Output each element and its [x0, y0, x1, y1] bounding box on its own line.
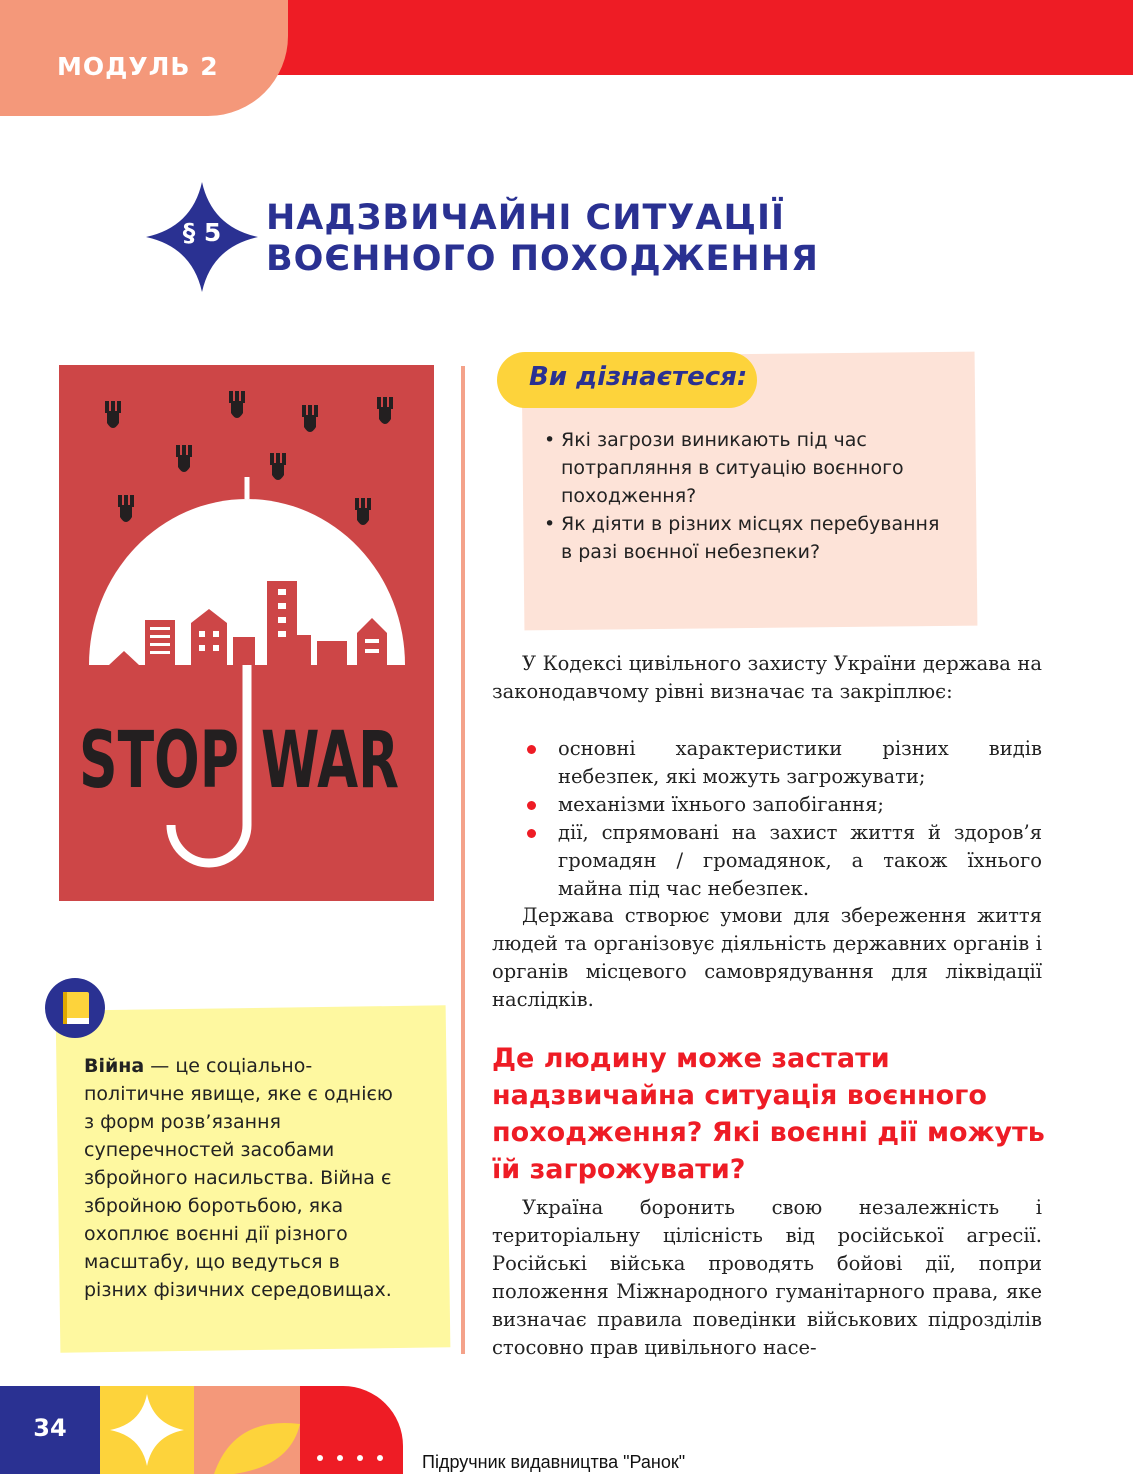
definition-body: — це соціально-політичне явище, яке є однією з форм розв’язання суперечностей засобами збройного насильства. Війна є збройною боротьбою, яка охоплює воєнні дії різного масштабу, що ведуться в різних фізичних середовищах. [84, 1055, 393, 1301]
definition-term: Війна [84, 1055, 145, 1077]
poster-war-text: WAR [261, 716, 399, 806]
footer-yellow-block [100, 1386, 194, 1474]
bullet-item: основні характеристики різних видів небезпек, які можуть загрожувати; [525, 735, 1042, 791]
learn-item: • Як діяти в різних місцях перебування в разі воєнної небезпеки? [544, 513, 940, 563]
body-paragraph-2: Держава створює умови для збереження життя людей та організовує діяльність державних органів і органів місцевого самоврядування для ліквідації наслідків. [492, 904, 1042, 1011]
star-icon [100, 1386, 194, 1474]
leaf-icon [194, 1386, 300, 1474]
stop-war-poster [59, 365, 434, 901]
section-subheading: Де людину може застати надзвичайна ситуація воєнного походження? Які воєнні дії можуть їй загрожувати? [492, 1043, 1045, 1185]
body-paragraph-3: Україна боронить свою незалежність і територіальну цілісність від російської агресії. Російські війська проводять бойові дії, попри положення Міжнародного гуманітарного права, яке визначає правила поведінки військових підрозділів стосовно прав цивільного насе- [492, 1196, 1042, 1359]
book-icon [45, 978, 105, 1038]
page-title: НАДЗВИЧАЙНІ СИТУАЦІЇ ВОЄННОГО ПОХОДЖЕННЯ [266, 198, 819, 279]
dots-icon [300, 1386, 403, 1474]
bullet-list [525, 735, 1042, 903]
column-divider [461, 366, 465, 1354]
section-number: § 5 [182, 218, 222, 247]
learn-item: • Які загрози виникають під час потрапляння в ситуацію воєнного походження? [544, 429, 904, 507]
bullet-item: дії, спрямовані на захист життя й здоров’я громадян / громадянок, а також їхнього майна під час небезпек. [525, 819, 1042, 903]
learn-list [544, 426, 954, 566]
learn-title: Ви дізнаєтеся: [529, 362, 748, 392]
footer-red-block [300, 1386, 403, 1474]
definition-text [84, 1052, 402, 1304]
publisher-credit: Підручник видавництва "Ранок" [422, 1452, 686, 1472]
page-number: 34 [33, 1414, 67, 1442]
bullet-item: механізми їхнього запобігання; [525, 791, 1042, 819]
module-label: МОДУЛЬ 2 [57, 52, 219, 81]
poster-stop-text: STOP [79, 716, 239, 806]
body-paragraph-1: У Кодексі цивільного захисту України держава на законодавчому рівні визначає та закріплює: [492, 652, 1042, 703]
footer-salmon-block [194, 1386, 300, 1474]
